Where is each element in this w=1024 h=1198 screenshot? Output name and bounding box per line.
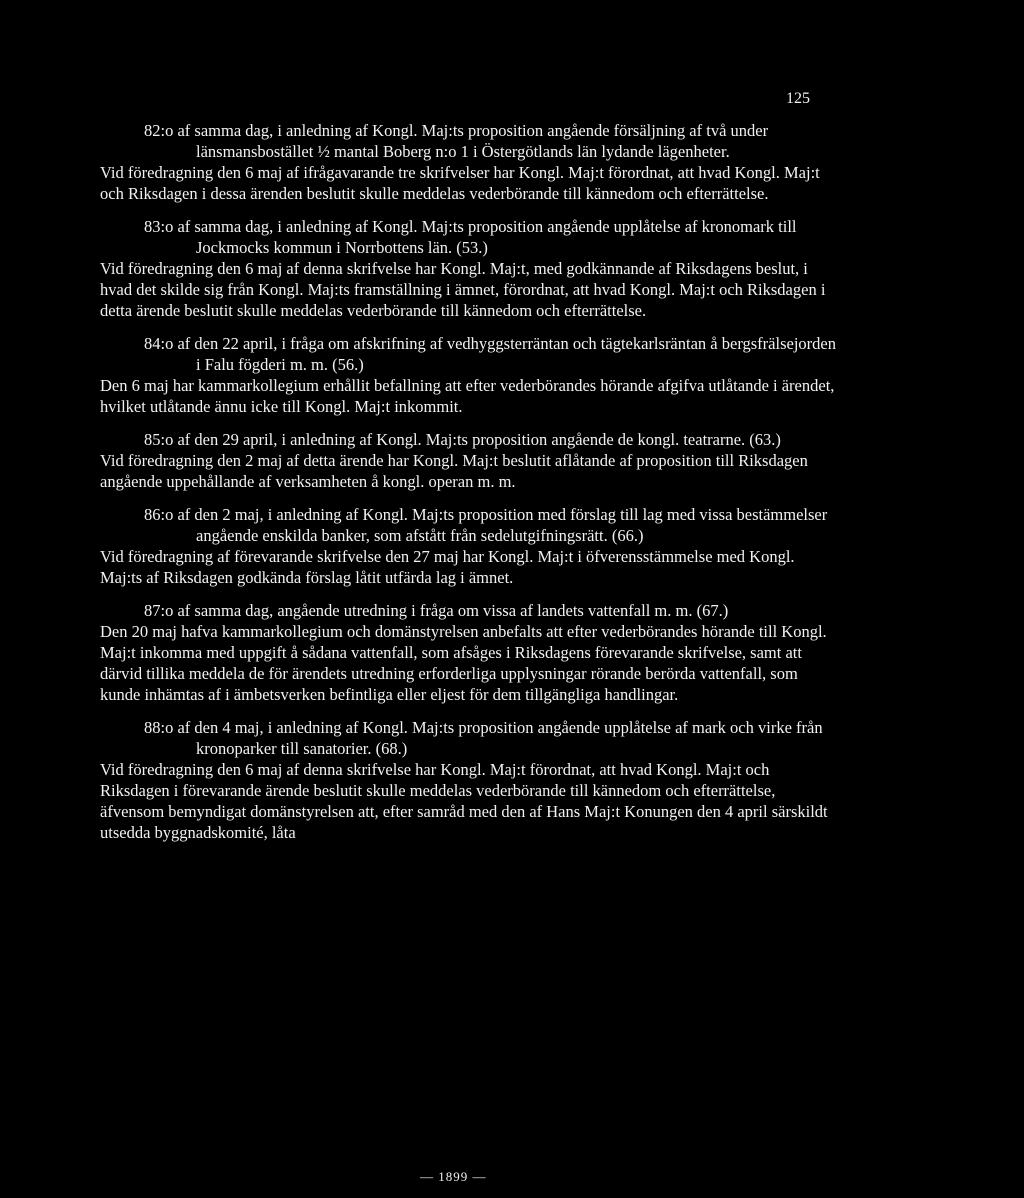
entry-heading-text: 88:o af den 4 maj, i anledning af Kongl. Maj:ts proposition angående upplåtelse af mark och virke från kronoparker till sanatorier. (68.) bbox=[144, 718, 823, 758]
entry-heading bbox=[100, 429, 840, 450]
page-number: 125 bbox=[786, 90, 810, 107]
entry-heading bbox=[100, 600, 840, 621]
entry-heading-text: 87:o af samma dag, angående utredning i fråga om vissa af landets vattenfall m. m. (67.) bbox=[144, 601, 729, 620]
entry-body bbox=[100, 375, 840, 417]
entry-body-text: Vid föredragning den 6 maj af denna skrifvelse har Kongl. Maj:t förordnat, att hvad Kongl. Maj:t och Riksdagen i förevarande ärende beslutit skulle meddelas vederbörande till kännedom och efterrättelse, äfvensom bemyndigat domänstyrelsen att, efter samråd med den af Hans Maj:t Konungen den 4 april särskildt utsedda byggnadskomité, låta bbox=[100, 760, 828, 842]
printer-signature: — 1899 — bbox=[420, 1169, 487, 1184]
entry-heading-text: 83:o af samma dag, i anledning af Kongl. Maj:ts proposition angående upplåtelse af kronomark till Jockmocks kommun i Norrbottens län. (53.) bbox=[144, 217, 797, 257]
entry-82 bbox=[100, 120, 840, 204]
entry-heading bbox=[100, 504, 840, 546]
entry-85 bbox=[100, 429, 840, 492]
entry-86 bbox=[100, 504, 840, 588]
entry-heading-text: 82:o af samma dag, i anledning af Kongl. Maj:ts proposition angående försäljning af två under länsmansbostället ½ mantal Boberg n:o 1 i Östergötlands län lydande lägenheter. bbox=[144, 121, 769, 161]
entry-87 bbox=[100, 600, 840, 705]
entry-heading bbox=[100, 717, 840, 759]
entry-body-text: Den 6 maj har kammarkollegium erhållit befallning att efter vederbörandes hörande afgifva utlåtande i ärendet, hvilket utlåtande ännu icke till Kongl. Maj:t inkommit. bbox=[100, 376, 835, 416]
entry-body bbox=[100, 162, 840, 204]
entry-body-text: Vid föredragning den 6 maj af denna skrifvelse har Kongl. Maj:t, med godkännande af Riksdagens beslut, i hvad det skilde sig från Kongl. Maj:ts framställning i ämnet, förordnat, att hvad Kongl. Maj:t och Riksdagen i detta ärende beslutit skulle meddelas vederbörande till kännedom och efterrättelse. bbox=[100, 259, 826, 320]
entry-heading-text: 86:o af den 2 maj, i anledning af Kongl. Maj:ts proposition med förslag till lag med vissa bestämmelser angående enskilda banker, som afstått från sedelutgifningsrätt. (66.) bbox=[144, 505, 828, 545]
entry-body bbox=[100, 546, 840, 588]
entry-heading bbox=[100, 216, 840, 258]
entry-heading bbox=[100, 120, 840, 162]
entry-body-text: Vid föredragning den 2 maj af detta ärende har Kongl. Maj:t beslutit aflåtande af proposition till Riksdagen angående uppehållande af verksamheten å kongl. operan m. m. bbox=[100, 451, 808, 491]
entry-88 bbox=[100, 717, 840, 843]
entry-body bbox=[100, 450, 840, 492]
entry-heading bbox=[100, 333, 840, 375]
entry-body bbox=[100, 759, 840, 843]
entry-heading-text: 84:o af den 22 april, i fråga om afskrifning af vedhyggsterräntan och tägtekarlsräntan å bergsfrälsejorden i Falu fögderi m. m. (56.) bbox=[144, 334, 836, 374]
entry-body bbox=[100, 258, 840, 321]
entry-body bbox=[100, 621, 840, 705]
entry-body-text: Vid föredragning den 6 maj af ifrågavarande tre skrifvelser har Kongl. Maj:t förordnat, att hvad Kongl. Maj:t och Riksdagen i dessa ärenden beslutit skulle meddelas vederbörande till kännedom och efterrättelse. bbox=[100, 163, 820, 203]
document-body bbox=[100, 120, 840, 855]
entry-body-text: Den 20 maj hafva kammarkollegium och domänstyrelsen anbefalts att efter vederbörandes hörande till Kongl. Maj:t inkomma med uppgift å sådana vattenfall, som afsåges i Riksdagens förevarande skrifvelse, samt att därvid tillika meddela de för ärendets utredning erforderliga upplysningar rörande berörda vattenfall, som kunde inhämtas af i ämbetsverken befintliga eller eljest för dem tillgängliga handlingar. bbox=[100, 622, 827, 704]
entry-body-text: Vid föredragning af förevarande skrifvelse den 27 maj har Kongl. Maj:t i öfverensstämmelse med Kongl. Maj:ts af Riksdagen godkända förslag låtit utfärda lag i ämnet. bbox=[100, 547, 795, 587]
entry-83 bbox=[100, 216, 840, 321]
entry-heading-text: 85:o af den 29 april, i anledning af Kongl. Maj:ts proposition angående de kongl. teatrarne. (63.) bbox=[144, 430, 781, 449]
entry-84 bbox=[100, 333, 840, 417]
